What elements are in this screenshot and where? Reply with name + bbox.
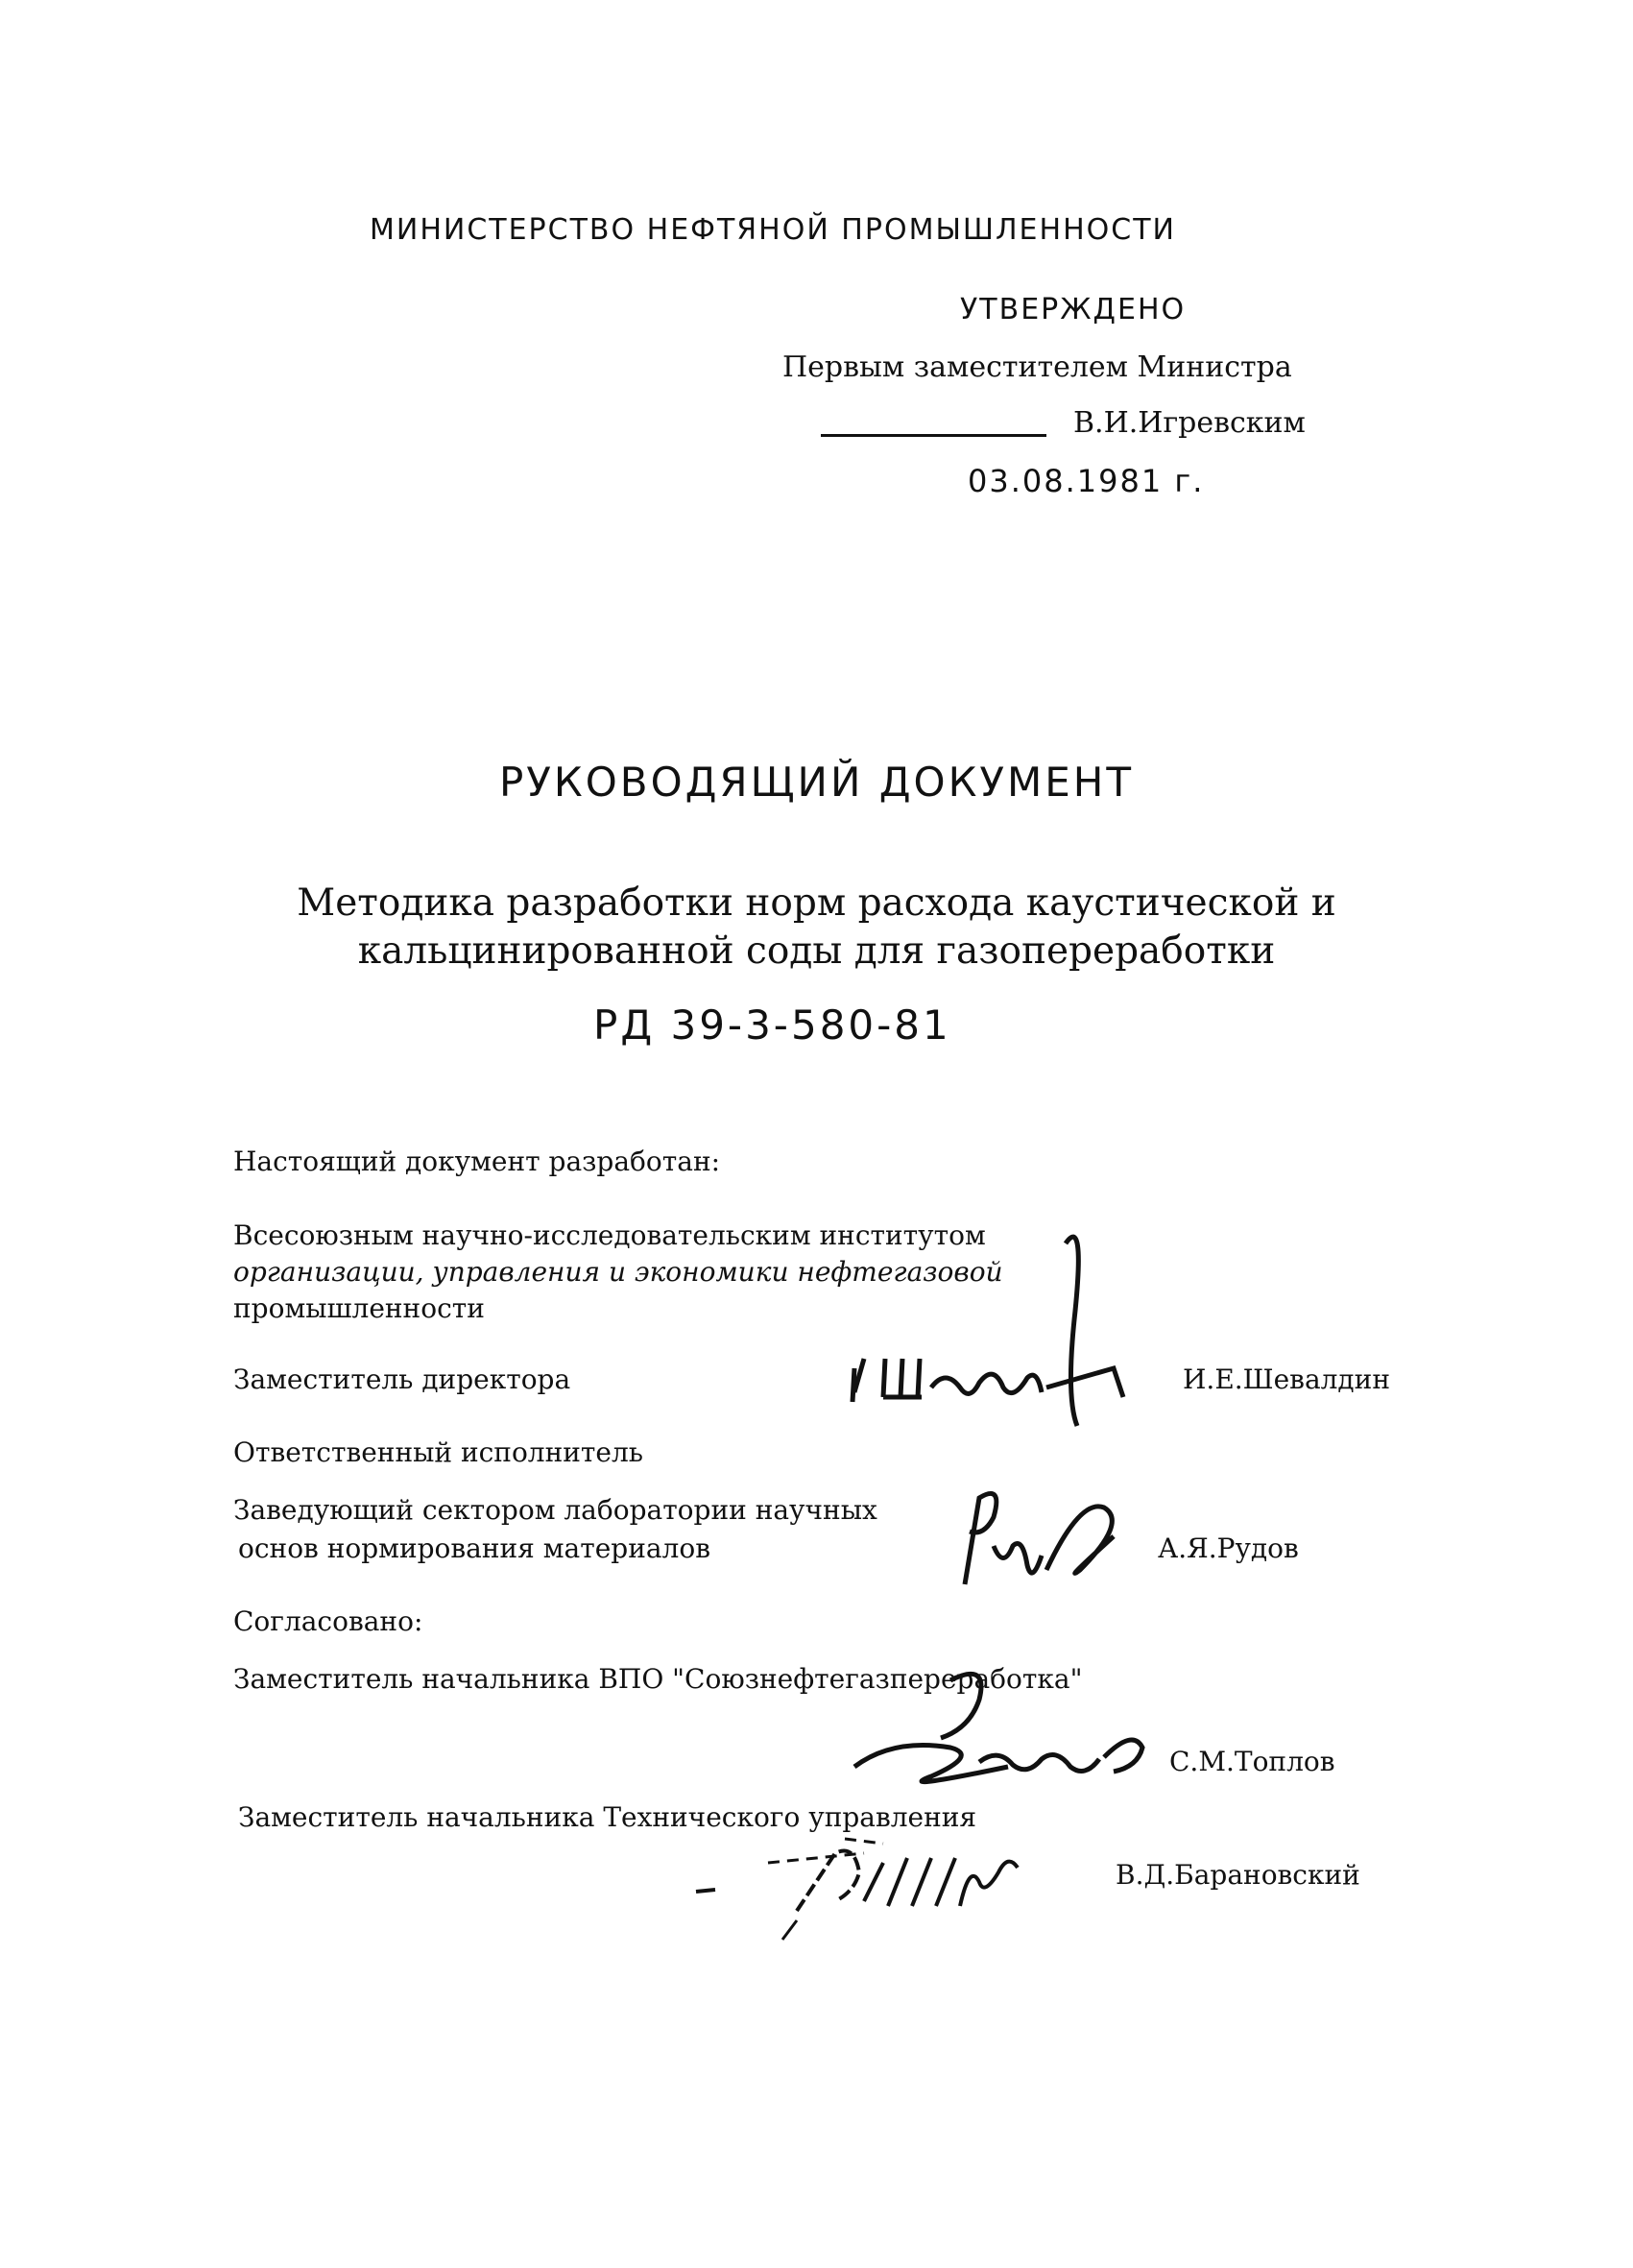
deputy-director-name: И.Е.Шевалдин bbox=[1183, 1363, 1390, 1395]
document-type: РУКОВОДЯЩИЙ ДОКУМЕНТ bbox=[498, 759, 1135, 806]
document-code: РД 39-3-580-81 bbox=[593, 1001, 951, 1049]
developer-org-line2: организации, управления и экономики нефтегазовой bbox=[233, 1256, 1003, 1288]
document-title-line2: кальцинированной соды для газопереработки bbox=[357, 929, 1276, 973]
document-title-line1: Методика разработки норм расхода каустической и bbox=[297, 881, 1336, 925]
responsible-label: Ответственный исполнитель bbox=[233, 1436, 644, 1468]
head-role-line1: Заведующий сектором лаборатории научных bbox=[233, 1494, 877, 1526]
deputy-director-role: Заместитель директора bbox=[233, 1363, 571, 1395]
vpo-deputy-role: Заместитель начальника ВПО "Союзнефтегазпереработка" bbox=[233, 1663, 1083, 1695]
shevaldin-signature bbox=[826, 1205, 1171, 1445]
developer-org-line1: Всесоюзным научно-исследовательским институтом bbox=[233, 1219, 986, 1251]
baranovsky-signature bbox=[691, 1824, 1094, 1959]
tech-deputy-role: Заместитель начальника Технического управления bbox=[238, 1801, 977, 1833]
head-role-line2: основ нормирования материалов bbox=[238, 1532, 710, 1564]
approved-by-name: В.И.Игревским bbox=[1073, 406, 1306, 440]
approval-signature-line bbox=[821, 434, 1046, 437]
developers-intro: Настоящий документ разработан: bbox=[233, 1146, 721, 1177]
approved-label: УТВЕРЖДЕНО bbox=[960, 293, 1187, 326]
tech-deputy-name: В.Д.Барановский bbox=[1116, 1859, 1360, 1891]
ministry-name: МИНИСТЕРСТВО НЕФТЯНОЙ ПРОМЫШЛЕННОСТИ bbox=[370, 213, 1176, 247]
approved-by-role: Первым заместителем Министра bbox=[782, 350, 1292, 384]
developer-org-line3: промышленности bbox=[233, 1292, 485, 1324]
rudov-signature bbox=[936, 1479, 1157, 1604]
approved-date: 03.08.1981 г. bbox=[968, 463, 1205, 499]
vpo-deputy-name: С.М.Топлов bbox=[1169, 1746, 1335, 1777]
agreed-label: Согласовано: bbox=[233, 1605, 423, 1637]
head-name: А.Я.Рудов bbox=[1158, 1532, 1299, 1564]
